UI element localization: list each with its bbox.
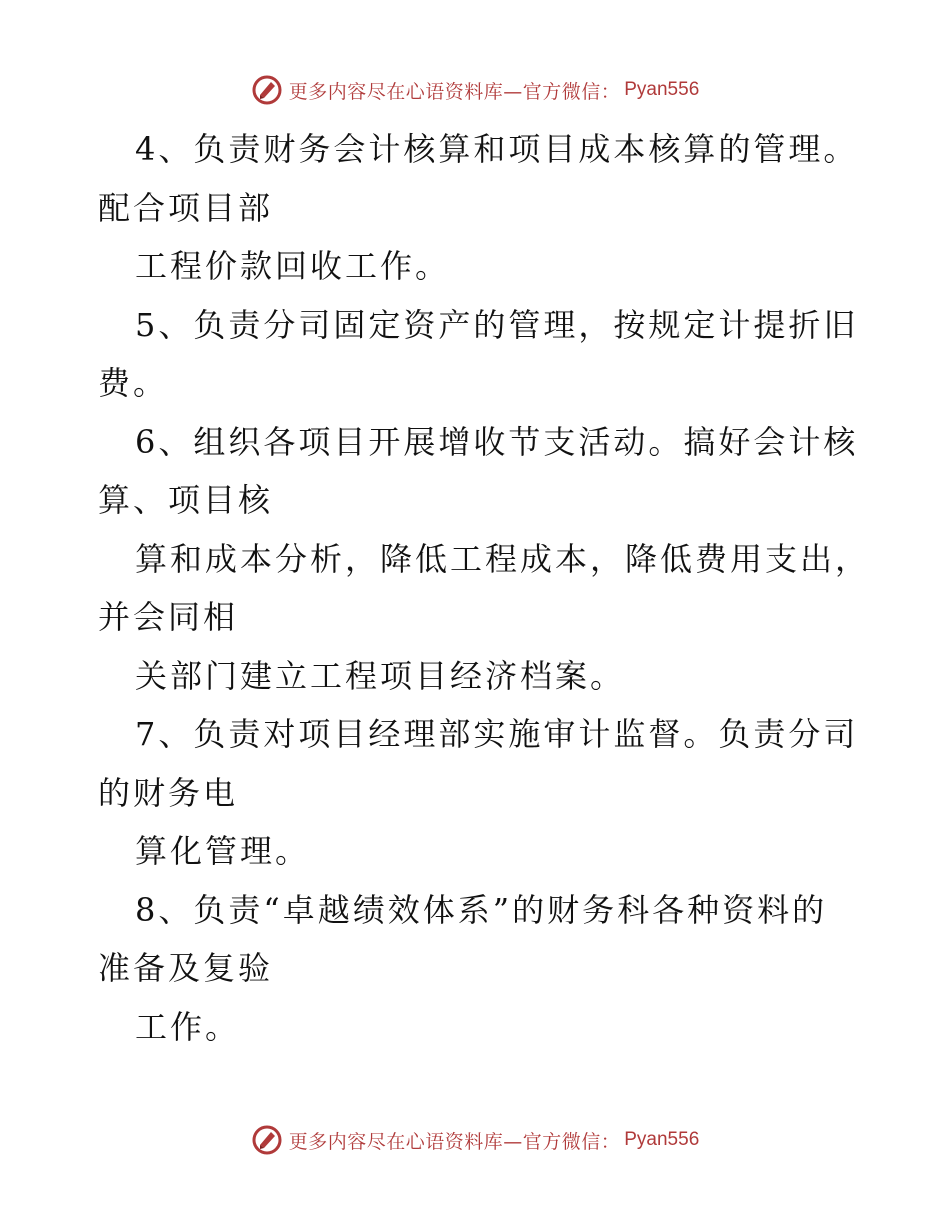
text-line: 工程价款回收工作。 — [135, 247, 451, 285]
footer-watermark — [0, 1124, 950, 1156]
text-line: 工作。 — [135, 1007, 241, 1046]
text-line: 费。 — [98, 364, 169, 402]
watermark-account: Pyan556 — [624, 79, 700, 100]
text-line: 算化管理。 — [135, 832, 311, 870]
logo-icon — [251, 1124, 283, 1156]
watermark-account: Pyan556 — [624, 1129, 700, 1150]
text-line: 6、组织各项目开展增收节支活动。搞好会计核 — [135, 422, 859, 461]
text-line: 并会同相 — [98, 598, 239, 636]
text-line: 7、负责对项目经理部实施审计监督。负责分司 — [135, 715, 859, 753]
text-line: 配合项目部 — [98, 188, 274, 227]
header-watermark — [0, 74, 950, 106]
text-line: 5、负责分司固定资产的管理，按规定计提折旧 — [135, 305, 859, 344]
text-line: 的财务电 — [98, 773, 239, 812]
document-body — [98, 120, 871, 1056]
text-line: 8、负责“卓越绩效体系”的财务科各种资料的 — [135, 890, 828, 929]
text-line: 关部门建立工程项目经济档案。 — [135, 656, 626, 695]
text-line: 算、项目核 — [98, 481, 274, 519]
watermark-text: 更多内容尽在心语资料库—官方微信： — [288, 80, 621, 103]
text-line: 算和成本分析，降低工程成本，降低费用支出， — [135, 539, 871, 578]
watermark-text: 更多内容尽在心语资料库—官方微信： — [288, 1130, 621, 1153]
text-line: 准备及复验 — [98, 949, 274, 987]
text-line: 4、负责财务会计核算和项目成本核算的管理。 — [135, 130, 859, 168]
logo-icon — [251, 74, 283, 106]
